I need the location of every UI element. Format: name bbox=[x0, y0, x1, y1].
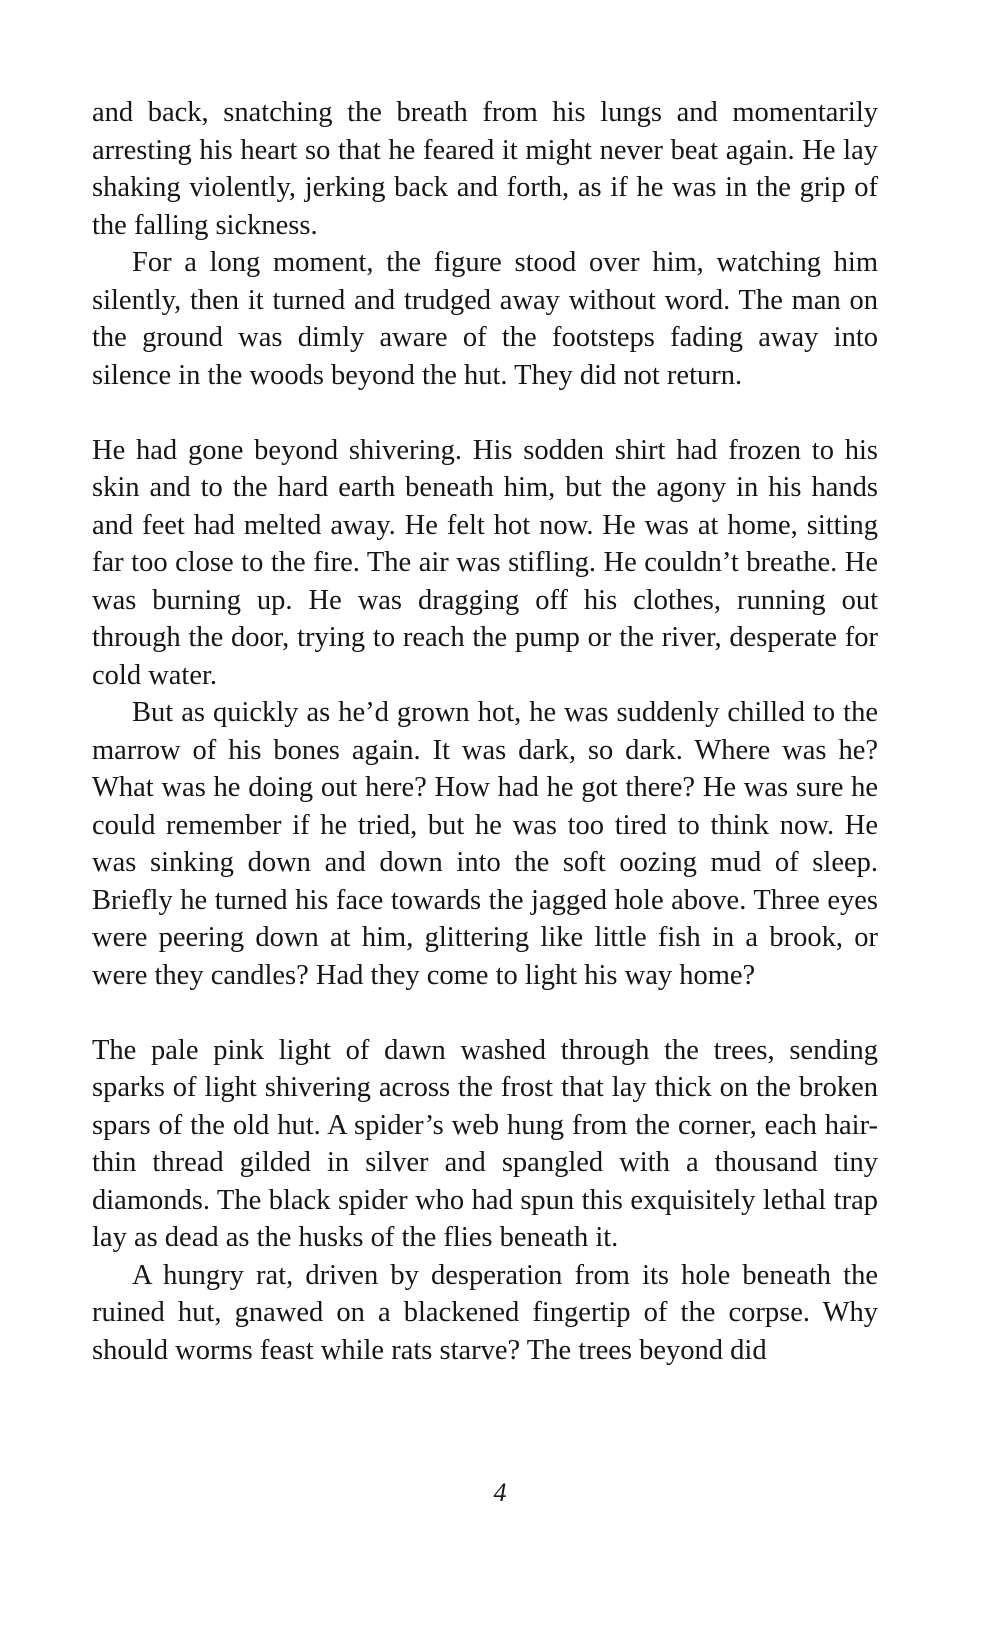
paragraph-dawn: The pale pink light of dawn washed through the trees, sending sparks of light shivering across the frost that lay thick on the broken spars of the old hut. A spider’s web hung from the corner, each hair-thin thread gilded in silver and spangled with a thousand tiny diamonds. The black spider who had spun this exquisitely lethal trap lay as dead as the husks of the flies beneath it. bbox=[92, 1034, 878, 1253]
paragraph-figure-leaves: For a long moment, the figure stood over him, watching him silently, then it turned and trudged away without word. The man on the ground was dimly aware of the footsteps fading away into silence in the woods beyond the hut. They did not return. bbox=[92, 247, 878, 391]
paragraph-beyond-shivering: He had gone beyond shivering. His sodden shirt had frozen to his skin and to the hard earth beneath him, but the agony in his hands and feet had melted away. He felt hot now. He was at home, sitting far too close to the fire. The air was stifling. He couldn’t breathe. He was burning up. He was dragging off his clothes, running out through the door, trying to reach the pump or the river, desperate for cold water. bbox=[92, 434, 878, 691]
paragraph-hungry-rat: A hungry rat, driven by desperation from its hole beneath the ruined hut, gnawed on a blackened fingertip of the corpse. Why should worms feast while rats starve? The trees beyond did bbox=[92, 1259, 878, 1366]
paragraph-continuation: and back, snatching the breath from his lungs and momentarily arresting his heart so that he feared it might never beat again. He lay shaking violently, jerking back and forth, as if he was in the grip of the falling sickness. bbox=[92, 97, 878, 241]
page-number: 4 bbox=[493, 1478, 507, 1507]
body-text bbox=[92, 94, 878, 1369]
paragraph-chilled: But as quickly as he’d grown hot, he was suddenly chilled to the marrow of his bones again. It was dark, so dark. Where was he? What was he doing out here? How had he got there? He was sure he could remember if he tried, but he was too tired to think now. He was sinking down and down into the soft oozing mud of sleep. Briefly he turned his face towards the jagged hole above. Three eyes were peering down at him, glittering like little fish in a brook, or were they candles? Had they come to light his way home? bbox=[92, 697, 878, 991]
